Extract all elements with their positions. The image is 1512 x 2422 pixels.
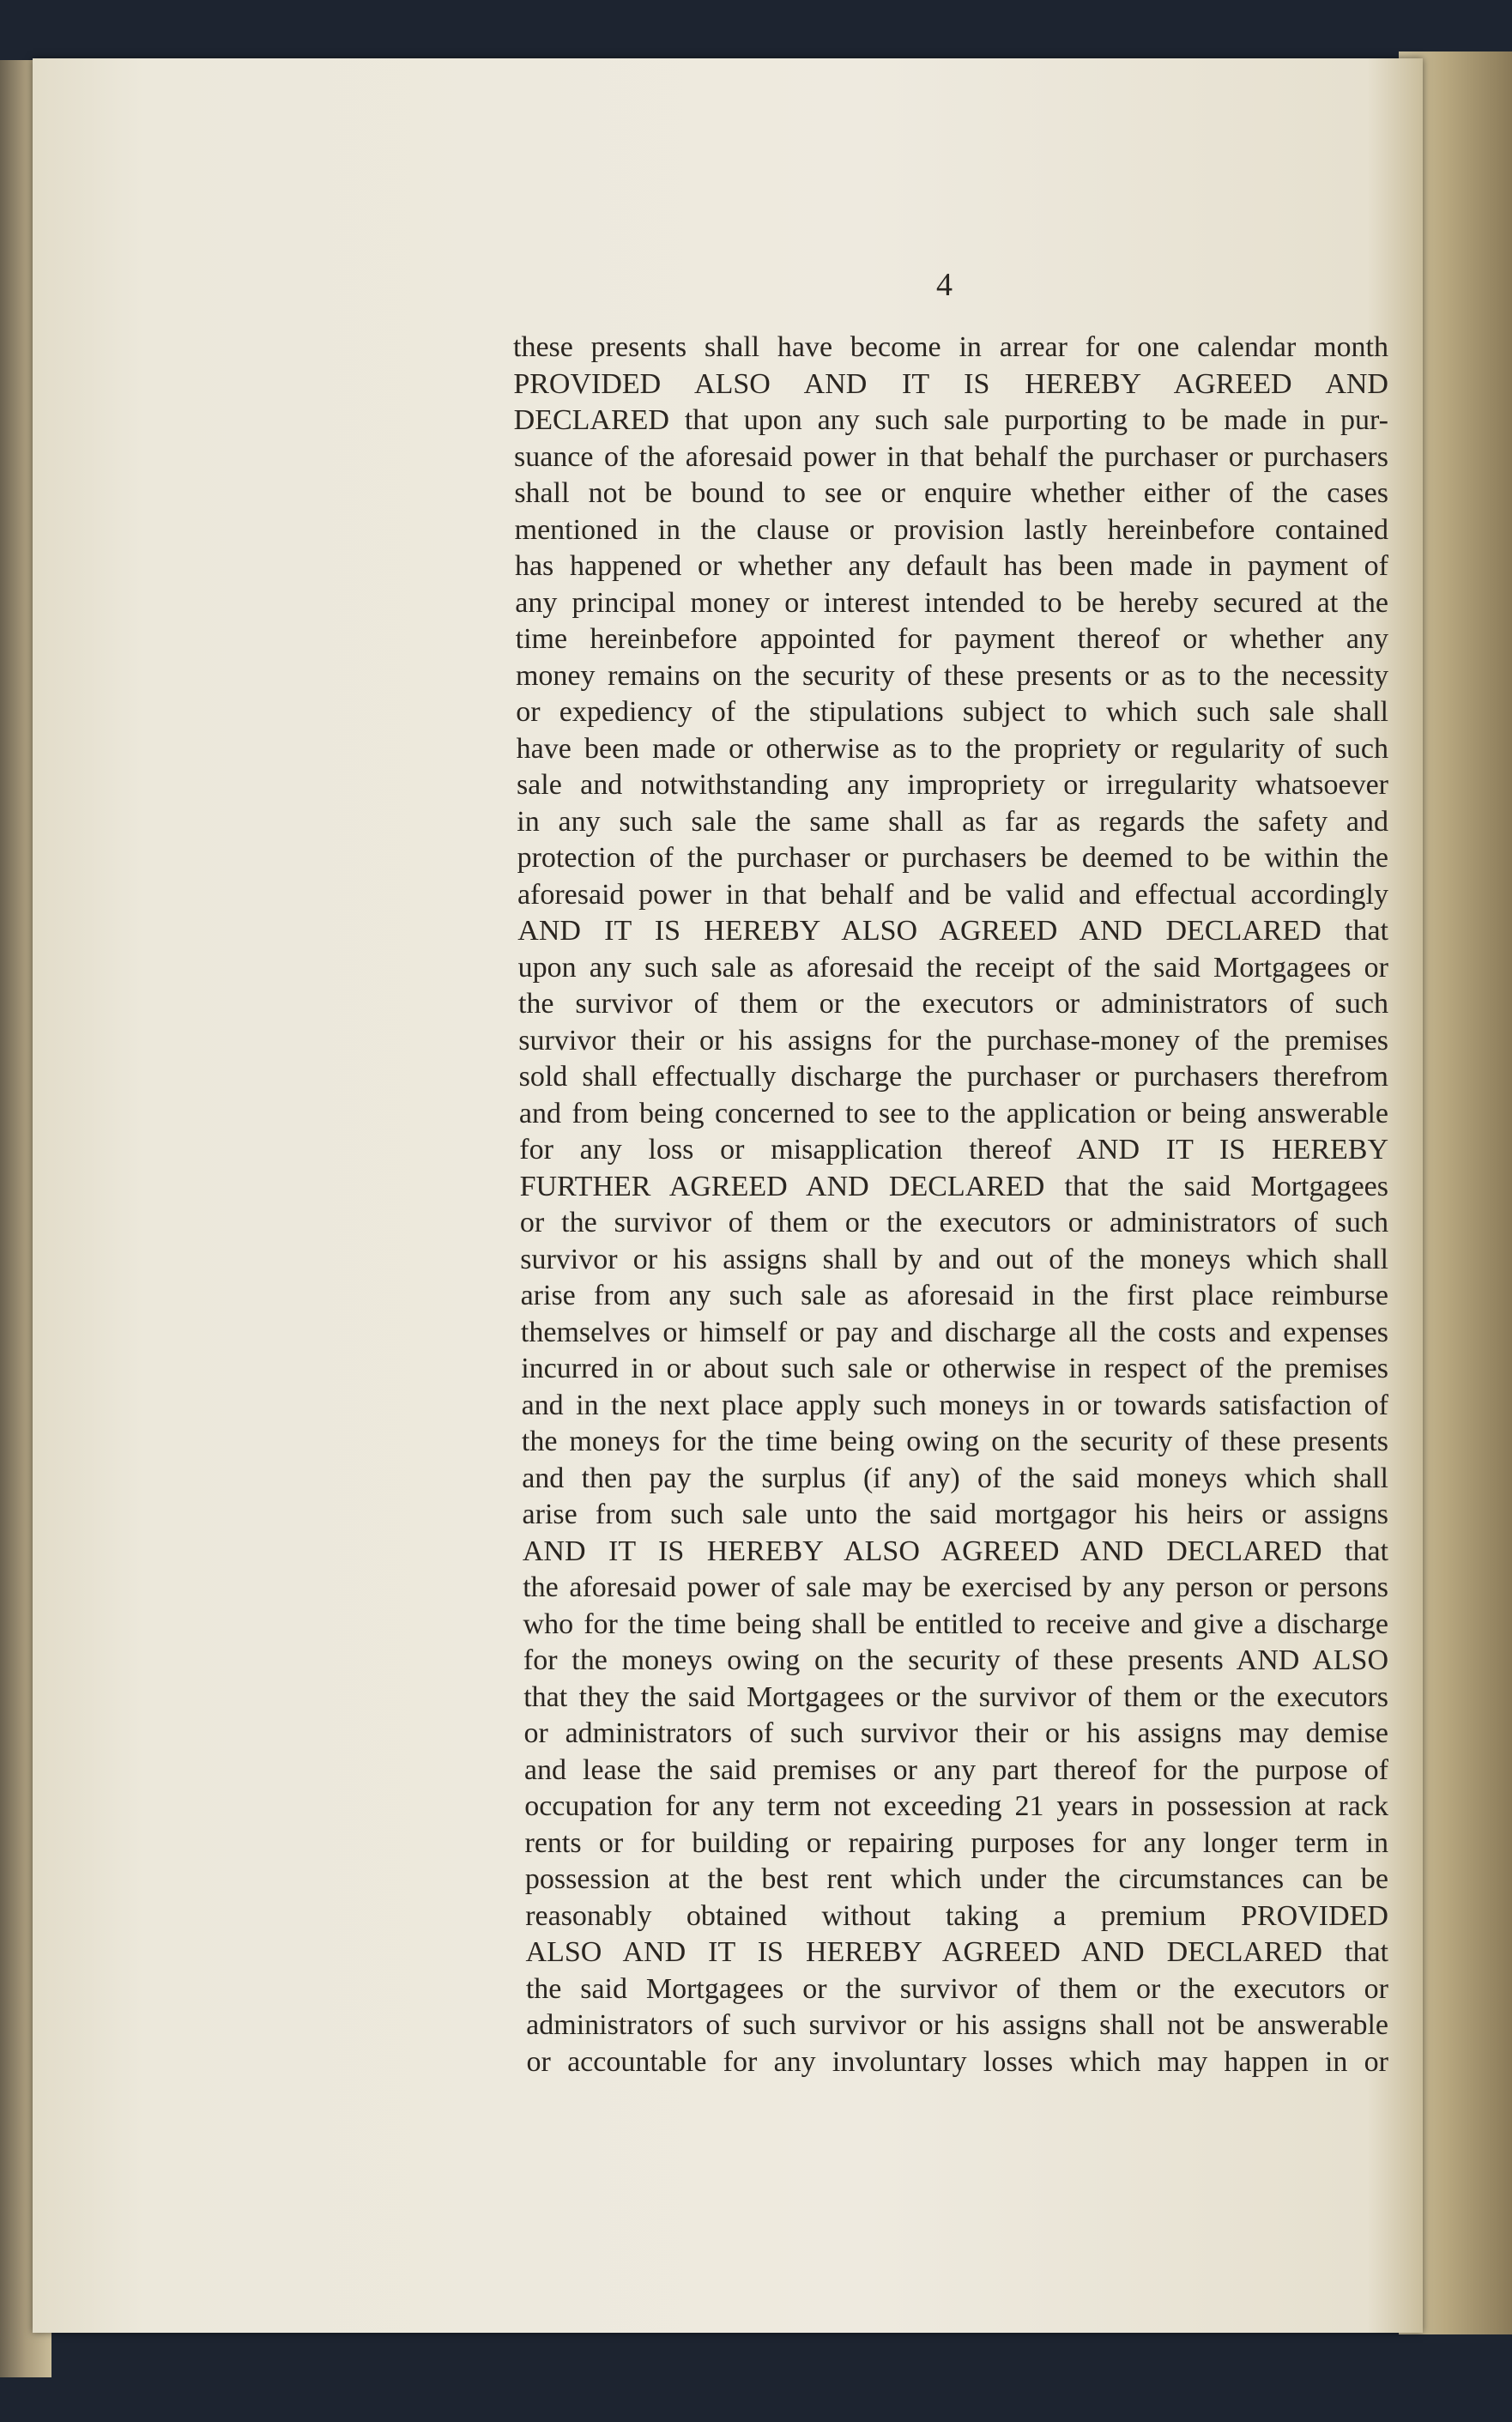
text-line: arise from such sale unto the said mortgagor his heirs or assigns <box>522 1499 1388 1530</box>
text-line: incurred in or about such sale or otherwise in respect of the premises <box>521 1353 1388 1384</box>
text-line: the said Mortgagees or the survivor of them or the executors or <box>525 1972 1388 2005</box>
text-line: sale and notwithstanding any impropriety or irregularity whatsoever <box>516 769 1388 801</box>
text-line: the aforesaid power of sale may be exercised by any person or persons <box>523 1571 1388 1603</box>
page-number: 4 <box>936 267 953 303</box>
text-line: PROVIDED ALSO AND IT IS HEREBY AGREED AND <box>513 367 1388 400</box>
text-line: AND IT IS HEREBY ALSO AGREED AND DECLARED that <box>517 915 1388 947</box>
text-line: or expediency of the stipulations subject to which such sale shall <box>516 696 1388 728</box>
text-line: the survivor of them or the executors or administrators of such <box>517 988 1388 1020</box>
text-line: ALSO AND IT IS HEREBY AGREED AND DECLARED that <box>525 1936 1388 1968</box>
text-line: FURTHER AGREED AND DECLARED that the said Mortgagees <box>519 1170 1388 1202</box>
text-line: arise from any such sale as aforesaid in the first place reimburse <box>520 1280 1388 1311</box>
text-line: in any such sale the same shall as far as regards the safety and <box>517 805 1388 838</box>
text-line: suance of the aforesaid power in that behalf the purchaser or purchasers <box>513 440 1388 473</box>
text-line: DECLARED that upon any such sale purporting to be made in pur- <box>513 404 1388 436</box>
text-line: has happened or whether any default has been made in payment of <box>514 550 1388 582</box>
text-line: and then pay the surplus (if any) of the said moneys which shall <box>522 1462 1388 1494</box>
text-line: money remains on the security of these presents or as to the necessity <box>515 659 1388 692</box>
text-line: or the survivor of them or the executors or administrators of such <box>519 1207 1388 1238</box>
text-line: and lease the said premises or any part thereof for the purpose of <box>523 1753 1388 1786</box>
text-line: aforesaid power in that behalf and be valid and effectual accordingly <box>517 878 1388 911</box>
text-line: time hereinbefore appointed for payment thereof or whether any <box>515 623 1388 655</box>
text-line: and in the next place apply such moneys in or towards satisfaction of <box>521 1389 1388 1421</box>
text-line: for any loss or misapplication thereof AND IT IS HEREBY <box>519 1134 1388 1166</box>
text-line: or administrators of such survivor their or his assigns may demise <box>523 1717 1388 1749</box>
text-line: these presents shall have become in arrear for one calendar month <box>513 331 1388 363</box>
text-line: upon any such sale as aforesaid the receipt of the said Mortgagees or <box>517 951 1388 984</box>
text-line: survivor their or his assigns for the purchase-money of the premises <box>518 1024 1388 1057</box>
text-line: any principal money or interest intended to be hereby secured at the <box>515 586 1388 619</box>
text-line: survivor or his assigns shall by and out of the moneys which shall <box>520 1243 1388 1275</box>
text-line: and from being concerned to see to the application or being answerable <box>518 1097 1388 1129</box>
text-line: reasonably obtained without taking a premium PROVIDED <box>525 1899 1388 1932</box>
text-line: for the moneys owing on the security of these presents AND ALSO <box>523 1644 1388 1676</box>
text-line: who for the time being shall be entitled to receive and give a discharge <box>523 1608 1388 1640</box>
text-line: sold shall effectually discharge the purchaser or purchasers therefrom <box>518 1061 1388 1093</box>
document-body <box>513 330 1388 2080</box>
text-line: themselves or himself or pay and discharge all the costs and expenses <box>520 1316 1388 1348</box>
text-line: have been made or otherwise as to the propriety or regularity of such <box>516 732 1388 765</box>
text-line: or accountable for any involuntary losses which may happen in or <box>526 2045 1388 2078</box>
text-line: that they the said Mortgagees or the survivor of them or the executors <box>523 1680 1388 1713</box>
text-line: the moneys for the time being owing on the security of these presents <box>521 1426 1388 1457</box>
text-line: protection of the purchaser or purchasers be deemed to be within the <box>517 842 1388 874</box>
text-line: shall not be bound to see or enquire whether either of the cases <box>514 477 1388 509</box>
text-line: occupation for any term not exceeding 21 years in possession at rack <box>524 1790 1388 1822</box>
text-line: AND IT IS HEREBY ALSO AGREED AND DECLARED that <box>522 1535 1388 1567</box>
text-line: administrators of such survivor or his assigns shall not be answerable <box>526 2009 1388 2041</box>
text-line: mentioned in the clause or provision lastly hereinbefore contained <box>514 513 1388 546</box>
text-line: rents or for building or repairing purposes for any longer term in <box>524 1826 1388 1859</box>
text-line: possession at the best rent which under the circumstances can be <box>524 1863 1388 1895</box>
